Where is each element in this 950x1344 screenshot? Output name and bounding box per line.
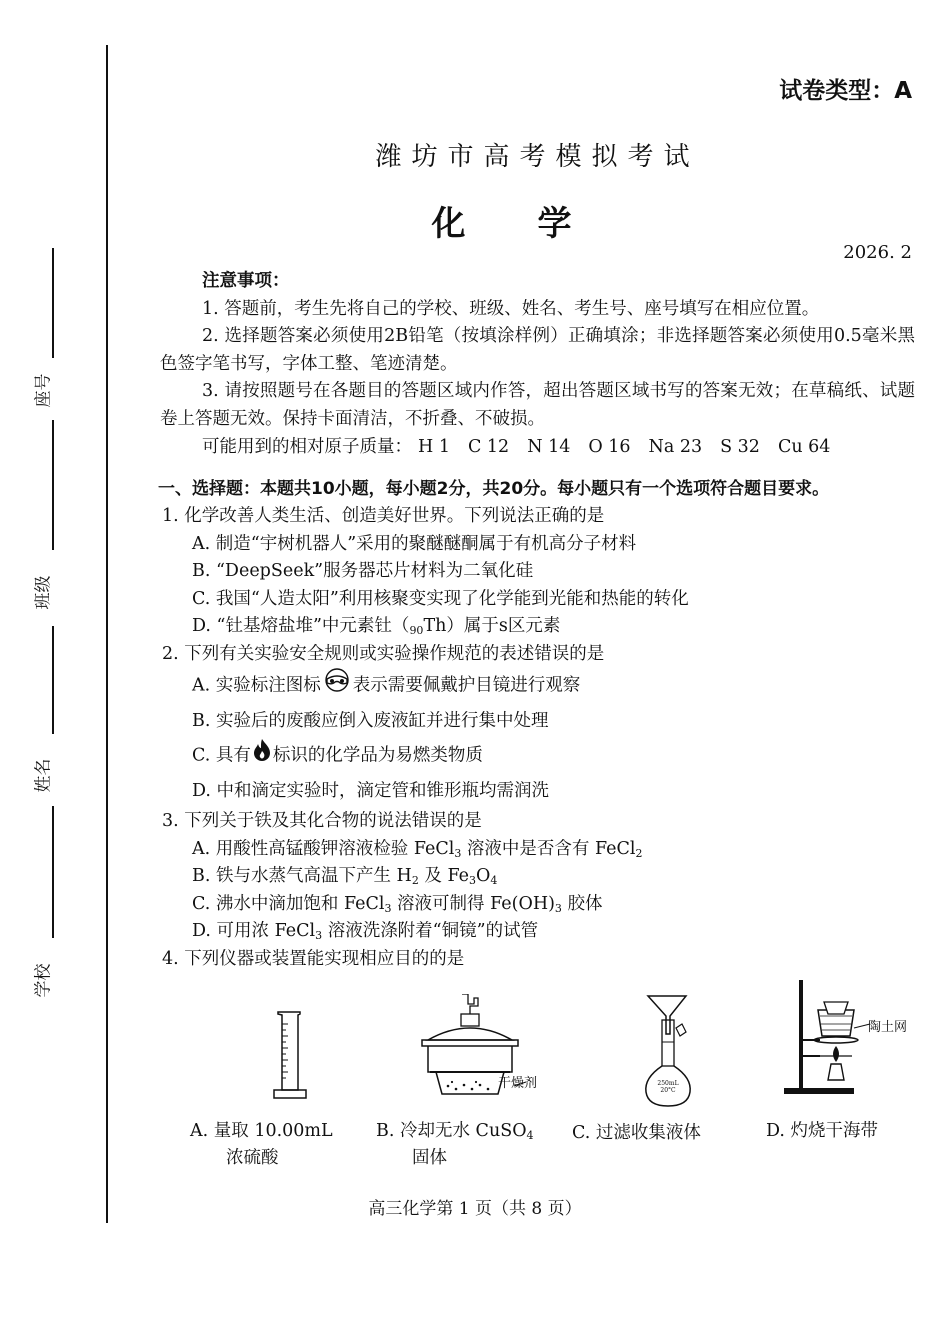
- atomic-masses: [202, 434, 915, 462]
- q3-option-d: [192, 918, 915, 946]
- q4-b-line2: 固体: [412, 1148, 447, 1168]
- school-underline: [52, 806, 54, 938]
- q4-c-line1: C. 过滤收集液体: [572, 1123, 701, 1143]
- q3-b-text-3: O: [475, 866, 491, 886]
- mass-cu: Cu 64: [777, 437, 831, 457]
- q3-b-text: B. 铁与水蒸气高温下产生 H: [192, 866, 412, 886]
- q3-d-text-2: 溶液洗涤附着“铜镜”的试管: [322, 921, 539, 941]
- q3-b-sub-3: 4: [490, 874, 498, 887]
- mass-n: N 14: [527, 437, 571, 457]
- goggles-icon: [322, 668, 352, 704]
- q2-option-b: B. 实验后的废酸应倒入废液缸并进行集中处理: [192, 711, 549, 731]
- q2-a-text-2: 表示需要佩戴护目镜进行观察: [352, 675, 581, 696]
- seat-underline: [52, 248, 54, 358]
- q3-d-sub: 3: [315, 929, 323, 942]
- ring-stand-crucible-diagram: [784, 980, 894, 1104]
- question-4: 4. 下列仪器或装置能实现相应目的的是: [162, 948, 465, 969]
- exam-name: 潍坊市高考模拟考试: [375, 142, 700, 172]
- q1-d-text-2: Th）属于s区元素: [423, 616, 561, 636]
- seat-label: 座号: [33, 373, 54, 408]
- q3-a-sub-2: 2: [635, 846, 643, 860]
- paper-type: 试卷类型：A: [779, 78, 912, 104]
- question-1: 1. 化学改善人类生活、创造美好世界。下列说法正确的是: [162, 506, 605, 526]
- class-label: 班级: [33, 575, 54, 610]
- q4-option-c: [572, 1120, 701, 1147]
- mass-h: H 1: [418, 437, 450, 457]
- flask-marking: [653, 1080, 683, 1094]
- masses-label: 可能用到的相对原子质量：: [202, 437, 412, 457]
- apparatus-row: [190, 980, 920, 1170]
- desiccant-label: 干燥剂: [498, 1076, 538, 1091]
- q3-c-text: C. 沸水中滴加饱和 FeCl: [192, 893, 385, 914]
- q4-option-b: [376, 1118, 534, 1172]
- q3-a-sub: 3: [454, 846, 462, 860]
- q3-d-text: D. 可用浓 FeCl: [192, 921, 316, 941]
- graduated-cylinder-diagram: [270, 1010, 310, 1106]
- q3-option-a: [192, 836, 915, 864]
- mass-s: S 32: [720, 437, 760, 457]
- q4-d-line1: D. 灼烧干海带: [766, 1121, 879, 1141]
- question-3: 3. 下列关于铁及其化合物的说法错误的是: [162, 811, 482, 831]
- question-2: 2. 下列有关实验安全规则或实验操作规范的表述错误的是: [162, 643, 605, 664]
- q2-option-c: [192, 738, 915, 774]
- q4-b-line1: [376, 1121, 534, 1141]
- q1-option-b: B. “DeepSeek”服务器芯片材料为二氧化硅: [192, 561, 534, 581]
- class-underline: [52, 420, 54, 550]
- flask-volume: 250mL: [657, 1080, 679, 1087]
- school-label: 学校: [33, 963, 54, 998]
- q1-option-c: C. 我国“人造太阳”利用核聚变实现了化学能到光能和热能的转化: [192, 588, 689, 609]
- q1-option-a: A. 制造“宇树机器人”采用的聚醚醚酮属于有机高分子材料: [192, 533, 637, 554]
- clay-gauze-label: 陶土网: [868, 1020, 908, 1035]
- subject-title: 化学: [431, 204, 644, 244]
- exam-content: [160, 268, 915, 973]
- flask-temp: 20°C: [660, 1087, 676, 1094]
- q2-c-text-2: 标识的化学品为易燃类物质: [272, 745, 483, 766]
- mass-c: C 12: [467, 437, 510, 457]
- q4-b-sub: 4: [526, 1129, 534, 1142]
- exam-date: 2026. 2: [843, 242, 912, 263]
- q3-c-sub: 3: [384, 901, 392, 915]
- mass-o: O 16: [588, 437, 631, 457]
- q1-d-text: D. “钍基熔盐堆”中元素钍（: [192, 616, 410, 636]
- notice-item-1: 1. 答题前，考生先将自己的学校、班级、姓名、考生号、座号填写在相应位置。: [202, 298, 820, 319]
- name-field: [29, 723, 54, 793]
- flame-icon: [252, 738, 272, 774]
- q3-a-text-2: 溶液中是否含有 FeCl: [461, 838, 636, 859]
- q3-option-c: [192, 891, 915, 919]
- q3-a-text: A. 用酸性高锰酸钾溶液检验 FeCl: [192, 838, 455, 859]
- class-field: [29, 540, 54, 610]
- q4-option-d: [766, 1118, 878, 1145]
- q4-a-line2: 浓硫酸: [226, 1148, 279, 1168]
- notice-item-3: 3. 请按照题号在各题目的答题区域内作答，超出答题区域书写的答案无效；在草稿纸、试题卷上答题无效。保持卡面清洁，不折叠、不破损。: [160, 381, 915, 429]
- q3-c-text-2: 溶液可制得 Fe(OH): [391, 893, 555, 914]
- q3-b-sub-2: 3: [468, 874, 476, 887]
- q2-option-d: D. 中和滴定实验时，滴定管和锥形瓶均需润洗: [192, 781, 550, 801]
- q3-option-b: [192, 863, 915, 891]
- q4-a-line1: A. 量取 10.00mL: [190, 1121, 333, 1141]
- q4-option-a: [190, 1118, 333, 1172]
- q3-c-sub-2: 3: [554, 901, 562, 915]
- volumetric-flask-diagram: [640, 994, 696, 1113]
- section-heading: 一、选择题：本题共10小题，每小题2分，共20分。每小题只有一个选项符合题目要求。: [158, 478, 830, 499]
- q1-d-sub: 90: [409, 624, 424, 637]
- school-field: [29, 928, 54, 998]
- name-label: 姓名: [33, 758, 54, 793]
- seat-field: [29, 338, 54, 408]
- q2-a-text: A. 实验标注图标: [192, 675, 321, 696]
- notice-title: 注意事项：: [202, 271, 290, 291]
- q3-b-text-2: 及 Fe: [418, 866, 469, 886]
- page-footer: 高三化学第 1 页（共 8 页）: [368, 1199, 582, 1219]
- q3-c-text-3: 胶体: [561, 893, 603, 914]
- q1-option-d: [192, 613, 915, 641]
- q2-c-text: C. 具有: [192, 745, 251, 766]
- mass-na: Na 23: [648, 437, 703, 457]
- q4-b-text: B. 冷却无水 CuSO: [376, 1121, 527, 1141]
- notice-item-2: 2. 选择题答案必须使用2B铅笔（按填涂样例）正确填涂；非选择题答案必须使用0.5毫米黑色签字笔书写，字体工整、笔迹清楚。: [160, 326, 915, 374]
- q2-option-a: [192, 668, 915, 704]
- name-underline: [52, 626, 54, 734]
- q3-b-sub: 2: [411, 874, 419, 887]
